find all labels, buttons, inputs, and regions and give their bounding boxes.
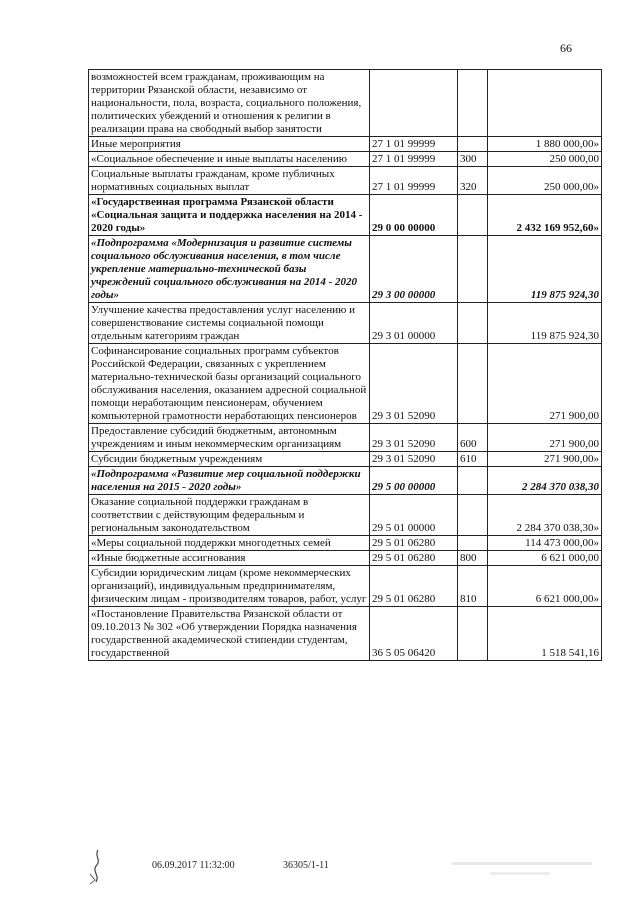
row-amount: 6 621 000,00»: [488, 566, 602, 607]
table-row: [89, 566, 602, 607]
row-vr: 600: [458, 424, 488, 452]
row-code: 29 3 01 52090: [370, 344, 458, 424]
row-code: 27 1 01 99999: [370, 167, 458, 195]
row-name: Иные мероприятия: [89, 137, 370, 152]
row-vr: 320: [458, 167, 488, 195]
footer-doc-code: 36305/1-11: [283, 860, 329, 871]
row-amount: 1 880 000,00»: [488, 137, 602, 152]
row-code: 27 1 01 99999: [370, 137, 458, 152]
row-name: Предоставление субсидий бюджетным, автономным учреждениям и иным некоммерческим организациям: [89, 424, 370, 452]
row-vr: [458, 236, 488, 303]
table-row: [89, 536, 602, 551]
row-code: 29 3 01 52090: [370, 452, 458, 467]
row-name: «Государственная программа Рязанской области «Социальная защита и поддержка населения на 2014 - 2020 годы»: [89, 195, 370, 236]
row-name: возможностей всем гражданам, проживающим на территории Рязанской области, независимо от национальности, пола, возраста, социального положения, политических убеждений и отношения к религии в реализации права на свободный выбор занятости: [89, 70, 370, 137]
table-row: [89, 607, 602, 661]
row-name: Социальные выплаты гражданам, кроме публичных нормативных социальных выплат: [89, 167, 370, 195]
row-vr: 610: [458, 452, 488, 467]
table-row: [89, 551, 602, 566]
row-amount: 271 900,00: [488, 344, 602, 424]
table-row: [89, 70, 602, 137]
row-name: Оказание социальной поддержки гражданам в соответствии с действующим федеральным и региональным законодательством: [89, 495, 370, 536]
row-amount: 1 518 541,16: [488, 607, 602, 661]
row-name: Софинансирование социальных программ субъектов Российской Федерации, связанных с укреплением материально-технической базы организаций социального обслуживания населения, оказанием адресной социальной помощи неработающим пенсионерам, обучением компьютерной грамотности неработающих пенсионеров: [89, 344, 370, 424]
row-code: [370, 70, 458, 137]
row-vr: [458, 195, 488, 236]
row-code: 29 5 01 06280: [370, 536, 458, 551]
row-vr: [458, 70, 488, 137]
faded-watermark: [450, 858, 600, 888]
table-row: [89, 137, 602, 152]
row-name: «Подпрограмма «Развитие мер социальной поддержки населения на 2015 - 2020 годы»: [89, 467, 370, 495]
row-amount: 2 284 370 038,30: [488, 467, 602, 495]
table-row: [89, 167, 602, 195]
row-code: 36 5 05 06420: [370, 607, 458, 661]
row-name: «Социальное обеспечение и иные выплаты населению: [89, 152, 370, 167]
table-row: [89, 195, 602, 236]
row-amount: 271 900,00»: [488, 452, 602, 467]
row-amount: 119 875 924,30: [488, 303, 602, 344]
row-vr: [458, 303, 488, 344]
row-code: 29 5 00 00000: [370, 467, 458, 495]
row-vr: [458, 495, 488, 536]
row-amount: 2 284 370 038,30»: [488, 495, 602, 536]
row-amount: [488, 70, 602, 137]
table-row: [89, 452, 602, 467]
row-vr: [458, 344, 488, 424]
row-vr: 300: [458, 152, 488, 167]
row-amount: 271 900,00: [488, 424, 602, 452]
table-row: [89, 344, 602, 424]
row-code: 29 5 01 06280: [370, 551, 458, 566]
row-code: 27 1 01 99999: [370, 152, 458, 167]
row-name: «Меры социальной поддержки многодетных семей: [89, 536, 370, 551]
row-vr: [458, 607, 488, 661]
row-vr: [458, 137, 488, 152]
row-code: 29 3 01 00000: [370, 303, 458, 344]
row-code: 29 5 01 06280: [370, 566, 458, 607]
footer-datetime: 06.09.2017 11:32:00: [152, 860, 235, 871]
row-name: Улучшение качества предоставления услуг населению и совершенствование системы социальной помощи отдельным категориям граждан: [89, 303, 370, 344]
scan-mark-icon: [86, 846, 112, 886]
row-amount: 114 473 000,00»: [488, 536, 602, 551]
budget-table: [88, 69, 602, 661]
row-name: «Подпрограмма «Модернизация и развитие системы социального обслуживания населения, в том числе укрепление материально-технической базы учреждений социального обслуживания на 2014 - 2020 годы»: [89, 236, 370, 303]
row-vr: 800: [458, 551, 488, 566]
row-amount: 250 000,00»: [488, 167, 602, 195]
row-code: 29 5 01 00000: [370, 495, 458, 536]
budget-table-body: [89, 70, 602, 661]
row-vr: [458, 467, 488, 495]
row-amount: 250 000,00: [488, 152, 602, 167]
row-name: Субсидии юридическим лицам (кроме некоммерческих организаций), индивидуальным предпринимателям, физическим лицам - производителям товаров, работ, услуг: [89, 566, 370, 607]
table-row: [89, 424, 602, 452]
row-amount: 6 621 000,00: [488, 551, 602, 566]
table-row: [89, 467, 602, 495]
table-row: [89, 236, 602, 303]
table-row: [89, 152, 602, 167]
row-name: Субсидии бюджетным учреждениям: [89, 452, 370, 467]
row-vr: [458, 536, 488, 551]
page-number: 66: [560, 41, 572, 55]
row-vr: 810: [458, 566, 488, 607]
row-amount: 119 875 924,30: [488, 236, 602, 303]
row-amount: 2 432 169 952,60»: [488, 195, 602, 236]
row-name: «Постановление Правительства Рязанской области от 09.10.2013 № 302 «Об утверждении Порядка назначения государственной академической стипендии студентам, государственной: [89, 607, 370, 661]
row-code: 29 3 00 00000: [370, 236, 458, 303]
row-code: 29 0 00 00000: [370, 195, 458, 236]
row-code: 29 3 01 52090: [370, 424, 458, 452]
table-row: [89, 495, 602, 536]
row-name: «Иные бюджетные ассигнования: [89, 551, 370, 566]
table-row: [89, 303, 602, 344]
